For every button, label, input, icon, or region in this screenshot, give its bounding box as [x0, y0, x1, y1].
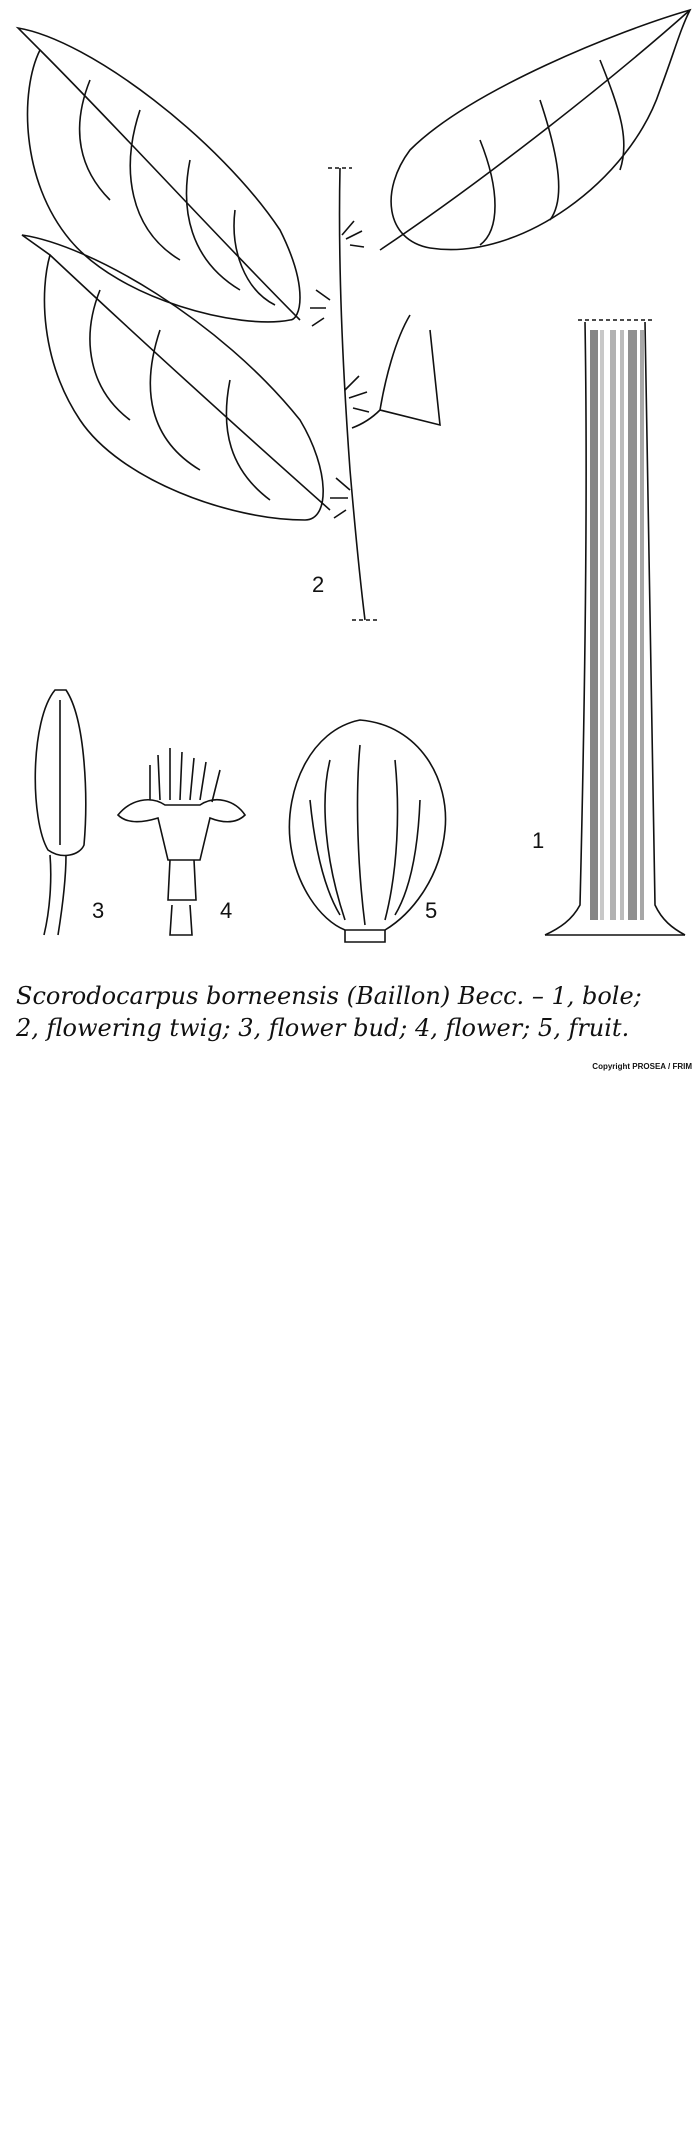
leaf-lower-left — [22, 235, 330, 520]
figure-caption — [16, 980, 686, 1044]
label-twig: 2 — [312, 572, 325, 597]
caption-line-2: 2, flowering twig; 3, flower bud; 4, flower; 5, fruit. — [16, 1014, 630, 1042]
label-bud: 3 — [92, 898, 105, 923]
leaf-upper-left — [18, 28, 300, 322]
label-fruit: 5 — [425, 898, 438, 923]
flower-bud — [35, 690, 85, 935]
label-flower: 4 — [220, 898, 233, 923]
leaf-upper-right — [380, 10, 690, 250]
fruit — [289, 720, 445, 942]
label-bole: 1 — [532, 828, 545, 853]
caption-line-1: Scorodocarpus borneensis (Baillon) Becc. – 1, bole; — [16, 982, 642, 1010]
copyright-notice: Copyright PROSEA / FRIM — [592, 1062, 692, 1071]
bark-texture — [590, 330, 644, 920]
